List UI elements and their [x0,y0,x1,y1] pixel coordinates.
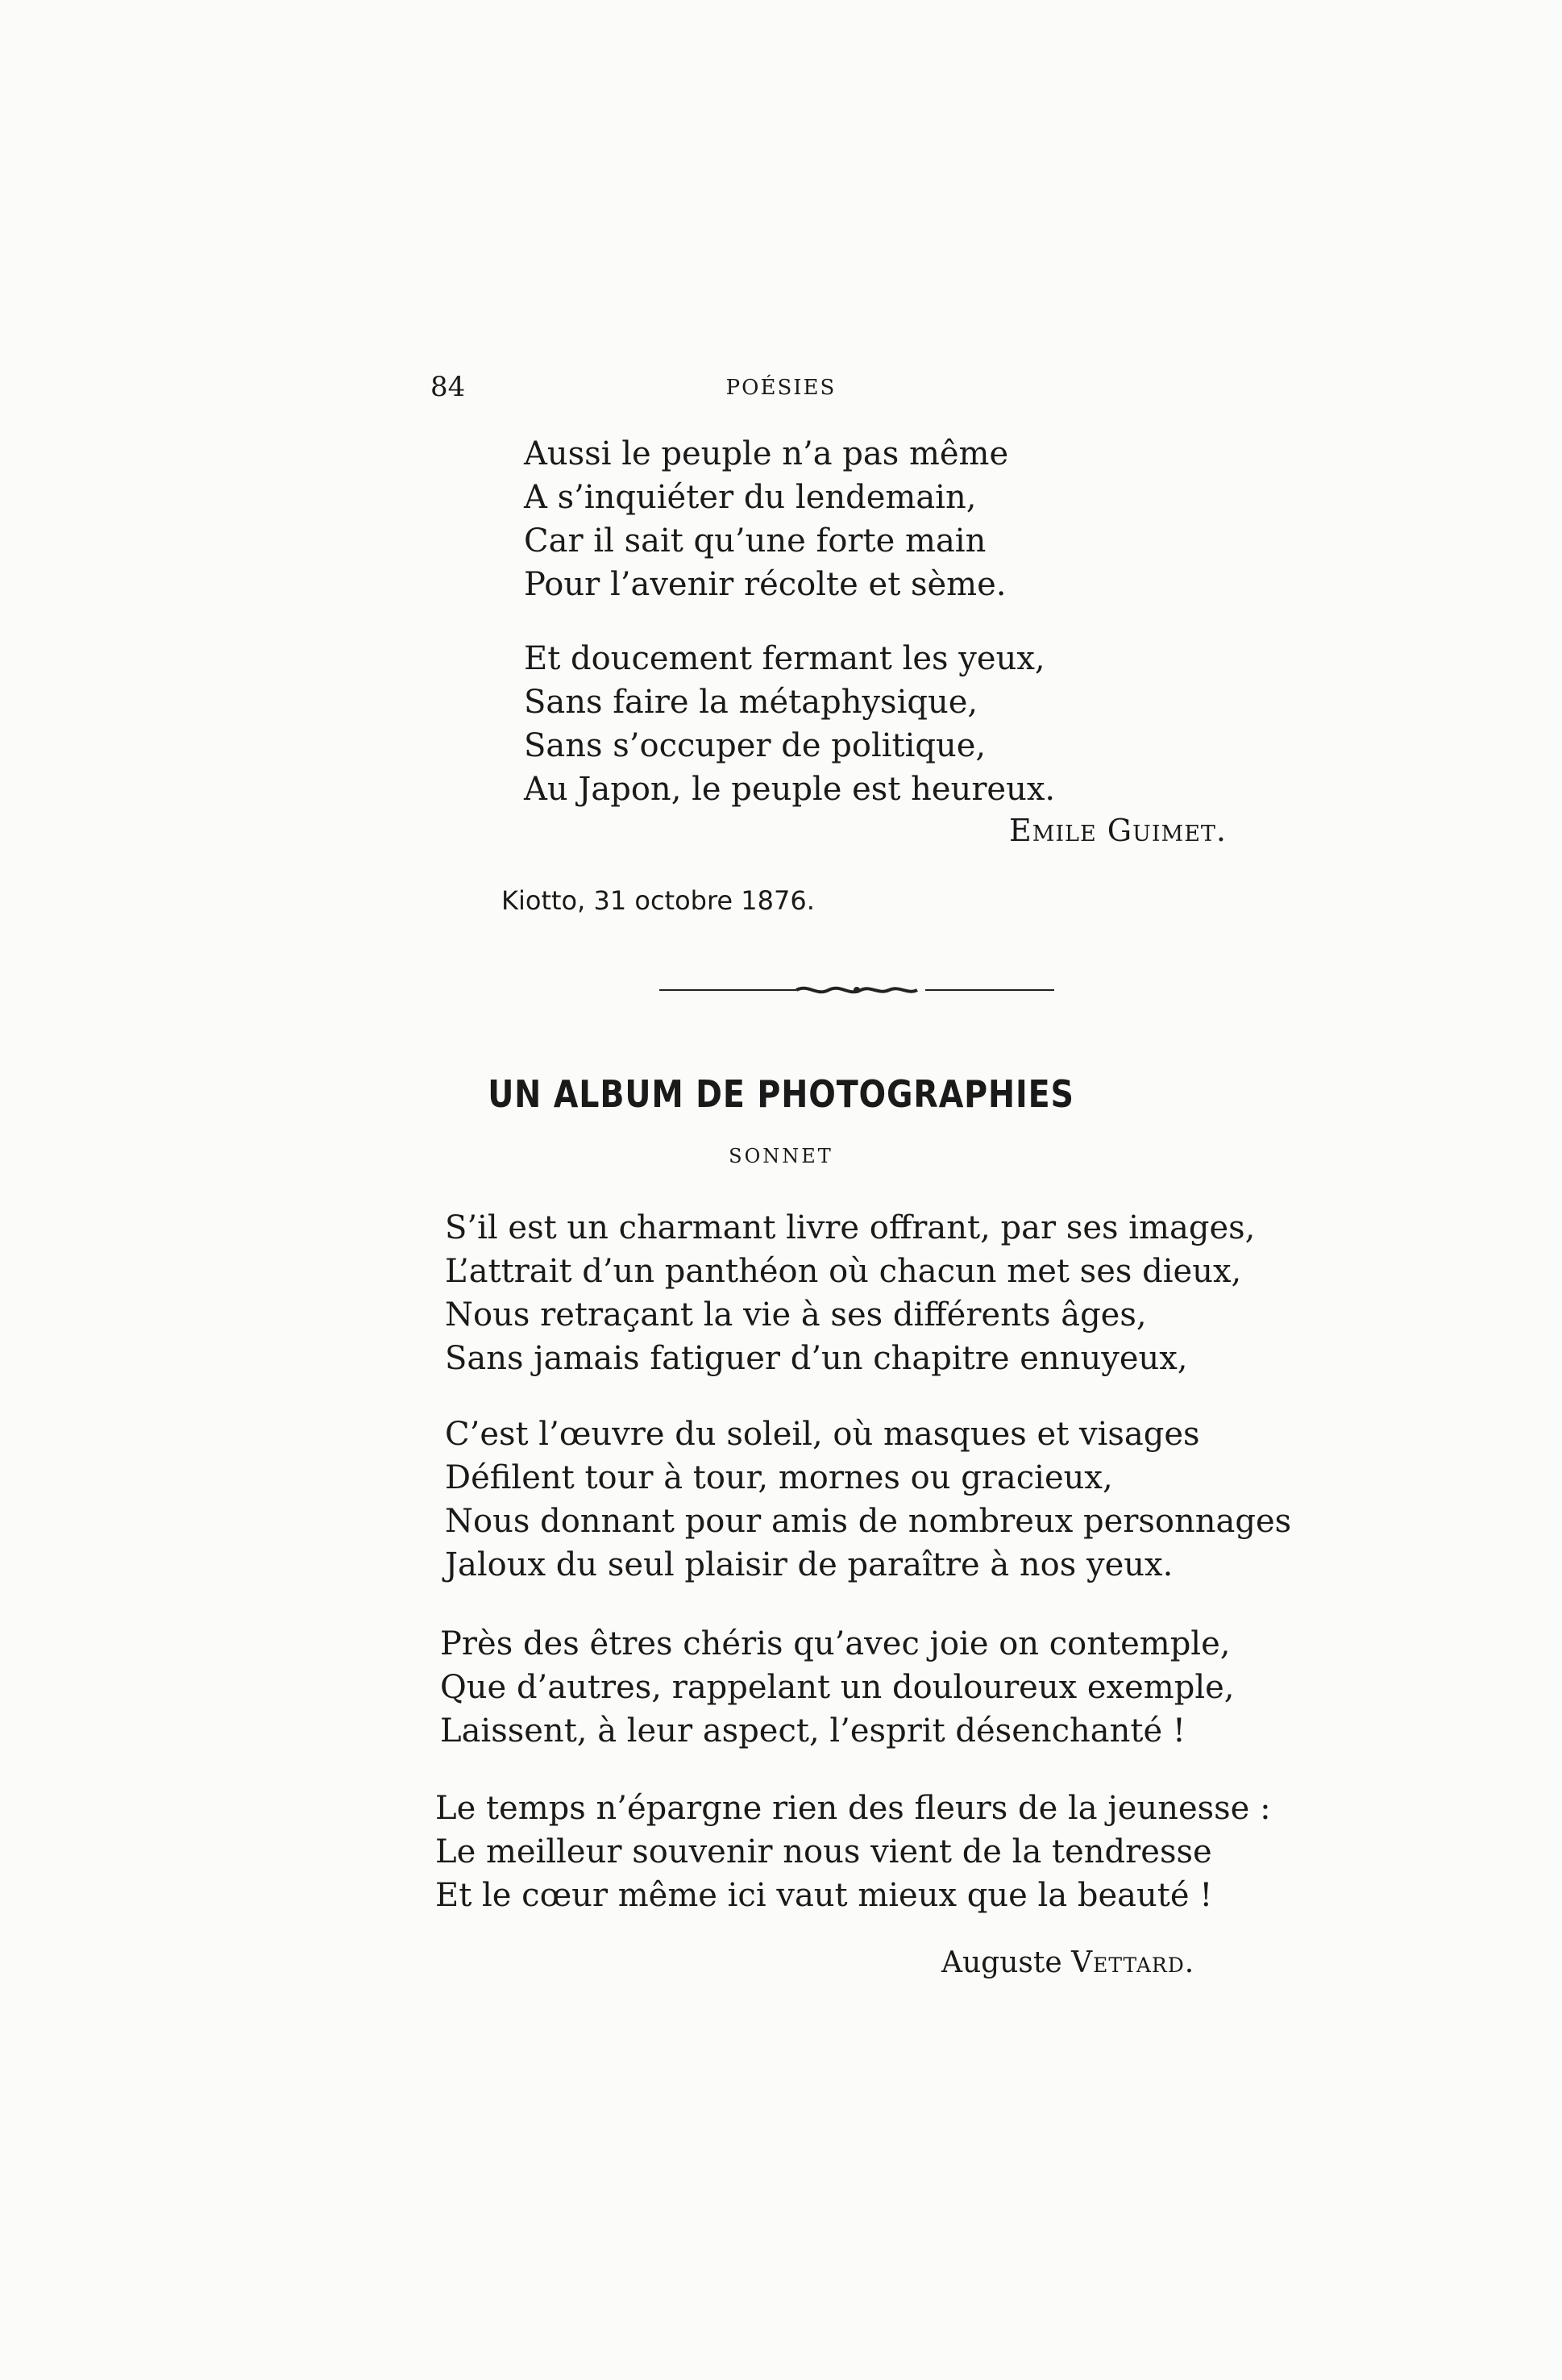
verse-line: Et le cœur même ici vaut mieux que la beauté ! [435,1877,1213,1914]
poem1-signature: Emile Guimet. [1009,813,1227,848]
verse-line: Laissent, à leur aspect, l’esprit désenchanté ! [440,1712,1186,1750]
author-first-name: Auguste [941,1946,1062,1979]
verse-line: Car il sait qu’une forte main [524,522,987,560]
poem2-signature [941,1946,1194,1979]
verse-line: Nous donnant pour amis de nombreux personnages [445,1503,1292,1540]
verse-line: Aussi le peuple n’a pas même [524,435,1009,472]
poem2-title: UN ALBUM DE PHOTOGRAPHIES [488,1072,1074,1116]
poem1-dateline: Kiotto, 31 octobre 1876. [501,885,815,916]
verse-line: A s’inquiéter du lendemain, [524,479,977,516]
verse-line: Que d’autres, rappelant un douloureux exemple, [440,1669,1235,1706]
verse-line: Défilent tour à tour, mornes ou gracieux, [445,1459,1113,1496]
sonnet-quatrain-2 [445,1413,1291,1587]
poem1-stanza-1 [524,432,1008,606]
poem2-subtitle: SONNET [729,1145,833,1167]
verse-line: Et doucement fermant les yeux, [524,640,1045,677]
verse-line: Nous retraçant la vie à ses différents âges, [445,1296,1147,1334]
sonnet-tercet-1 [440,1622,1235,1753]
section-divider-ornament [659,980,1054,1000]
sonnet-tercet-2 [435,1787,1271,1917]
verse-line: S’il est un charmant livre offrant, par ses images, [445,1209,1256,1246]
verse-line: Près des êtres chéris qu’avec joie on contemple, [440,1625,1231,1662]
verse-line: Au Japon, le peuple est heureux. [524,771,1056,808]
verse-line: Sans faire la métaphysique, [524,684,978,721]
verse-line: L’attrait d’un panthéon où chacun met ses dieux, [445,1253,1242,1290]
verse-line: Pour l’avenir récolte et sème. [524,566,1007,603]
verse-line: C’est l’œuvre du soleil, où masques et visages [445,1416,1200,1453]
verse-line: Le temps n’épargne rien des fleurs de la jeunesse : [435,1790,1271,1827]
verse-line: Jaloux du seul plaisir de paraître à nos yeux. [445,1546,1174,1583]
author-last-name: Vettard. [1071,1946,1195,1979]
page-number: 84 [430,371,466,403]
verse-line: Sans jamais fatiguer d’un chapitre ennuyeux, [445,1340,1188,1377]
verse-line: Le meilleur souvenir nous vient de la tendresse [435,1833,1212,1870]
poem1-stanza-2 [524,637,1055,811]
sonnet-quatrain-1 [445,1206,1255,1380]
running-title: POÉSIES [725,376,837,400]
verse-line: Sans s’occuper de politique, [524,727,987,764]
